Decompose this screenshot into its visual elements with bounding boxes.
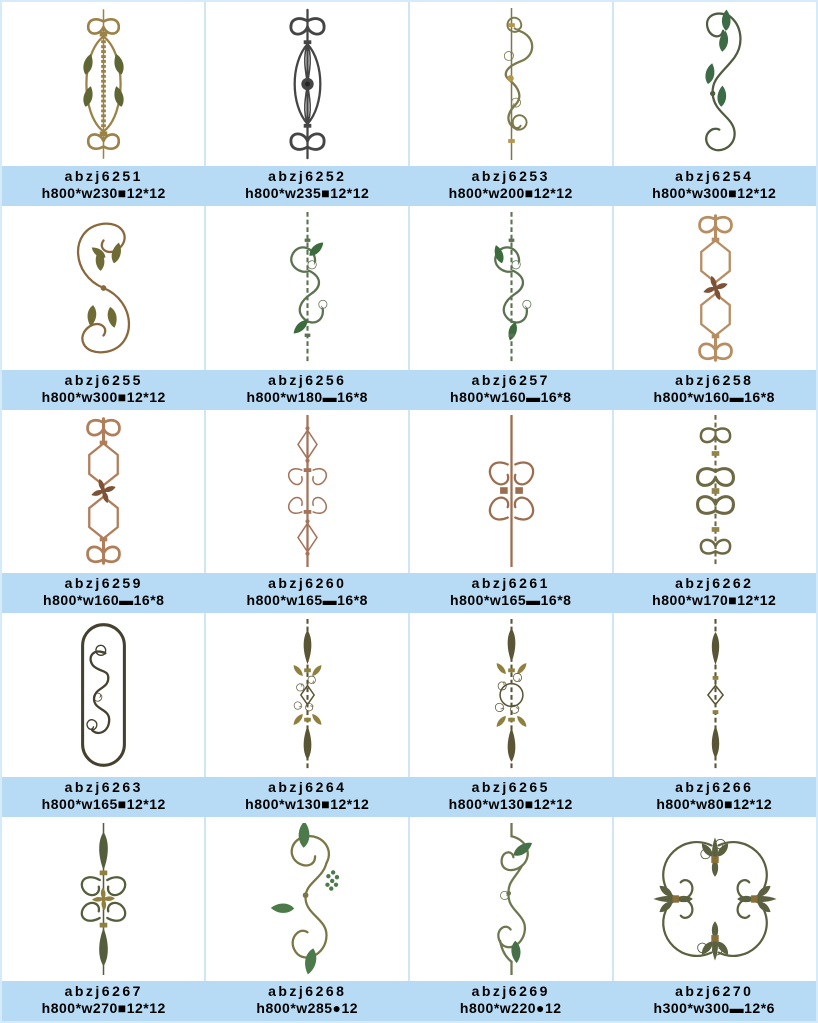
- product-spec: h800*w165▬16*8: [450, 592, 572, 609]
- catalog-row: [2, 613, 816, 817]
- product-caption: [206, 166, 410, 202]
- product-caption: [2, 981, 206, 1017]
- baluster-image-abzj6256: [260, 212, 355, 364]
- product-cell: [612, 2, 816, 166]
- product-code: abzj6262: [675, 575, 754, 592]
- product-caption: [409, 573, 613, 609]
- product-code: abzj6255: [64, 371, 143, 388]
- panel-image-abzj6270: [641, 825, 789, 973]
- catalog-row: [2, 817, 816, 1021]
- product-code: abzj6266: [675, 779, 754, 796]
- product-cell: [408, 613, 612, 777]
- spec-banner: [2, 166, 816, 206]
- product-code: abzj6254: [675, 167, 754, 184]
- product-cell: [408, 206, 612, 370]
- baluster-image-abzj6268: [260, 823, 355, 975]
- product-caption: [409, 981, 613, 1017]
- product-code: abzj6259: [64, 575, 143, 592]
- product-spec: h800*w300■12*12: [652, 184, 777, 201]
- product-spec: h800*w160▬16*8: [653, 388, 775, 405]
- product-caption: [2, 777, 206, 813]
- product-caption: [613, 777, 817, 813]
- spec-banner: [2, 370, 816, 410]
- product-spec: h800*w285●12: [256, 999, 359, 1016]
- product-cell: [204, 2, 408, 166]
- baluster-image-abzj6265: [464, 619, 559, 771]
- product-code: abzj6258: [675, 371, 754, 388]
- product-code: abzj6263: [64, 779, 143, 796]
- product-spec: h800*w300■12*12: [41, 388, 166, 405]
- product-code: abzj6257: [471, 371, 550, 388]
- product-cell: [612, 817, 816, 981]
- product-cell: [204, 206, 408, 370]
- baluster-image-abzj6263: [56, 619, 151, 771]
- product-code: abzj6270: [675, 982, 754, 999]
- product-cell: [612, 613, 816, 777]
- product-spec: h800*w160▬16*8: [450, 388, 572, 405]
- product-code: abzj6264: [268, 779, 347, 796]
- baluster-image-abzj6252: [260, 8, 355, 160]
- product-spec: h800*w80■12*12: [656, 796, 773, 813]
- product-caption: [613, 370, 817, 406]
- product-cell: [408, 2, 612, 166]
- product-cell: [612, 206, 816, 370]
- product-cell: [204, 817, 408, 981]
- product-code: abzj6260: [268, 575, 347, 592]
- product-code: abzj6267: [64, 982, 143, 999]
- baluster-image-abzj6264: [260, 619, 355, 771]
- baluster-image-abzj6255: [56, 212, 151, 364]
- baluster-image-abzj6251: [56, 8, 151, 160]
- baluster-image-abzj6262: [668, 415, 763, 567]
- product-caption: [206, 573, 410, 609]
- product-code: abzj6256: [268, 371, 347, 388]
- product-cell: [2, 206, 204, 370]
- baluster-image-abzj6266: [668, 619, 763, 771]
- product-caption: [206, 370, 410, 406]
- product-caption: [2, 573, 206, 609]
- baluster-image-abzj6258: [668, 212, 763, 364]
- product-caption: [409, 166, 613, 202]
- product-caption: [409, 777, 613, 813]
- product-code: abzj6265: [471, 779, 550, 796]
- product-caption: [206, 777, 410, 813]
- product-spec: h800*w165▬16*8: [246, 592, 368, 609]
- product-code: abzj6251: [64, 167, 143, 184]
- baluster-image-abzj6261: [464, 415, 559, 567]
- product-cell: [612, 410, 816, 574]
- baluster-image-abzj6260: [260, 415, 355, 567]
- catalog-row: [2, 206, 816, 410]
- product-code: abzj6268: [268, 982, 347, 999]
- baluster-image-abzj6253: [464, 8, 559, 160]
- baluster-image-abzj6259: [56, 415, 151, 567]
- baluster-image-abzj6257: [464, 212, 559, 364]
- product-caption: [613, 981, 817, 1017]
- product-spec: h800*w235■12*12: [245, 184, 370, 201]
- product-spec: h800*w220●12: [459, 999, 562, 1016]
- product-spec: h800*w170■12*12: [652, 592, 777, 609]
- product-cell: [2, 2, 204, 166]
- product-code: abzj6269: [471, 982, 550, 999]
- product-code: abzj6252: [268, 167, 347, 184]
- product-spec: h800*w270■12*12: [41, 999, 166, 1016]
- product-spec: h300*w300▬12*6: [653, 999, 775, 1016]
- product-code: abzj6261: [471, 575, 550, 592]
- product-spec: h800*w160▬16*8: [43, 592, 165, 609]
- product-caption: [613, 166, 817, 202]
- product-cell: [204, 613, 408, 777]
- product-cell: [408, 410, 612, 574]
- product-spec: h800*w200■12*12: [448, 184, 573, 201]
- product-cell: [2, 817, 204, 981]
- product-spec: h800*w230■12*12: [41, 184, 166, 201]
- product-cell: [2, 410, 204, 574]
- product-cell: [2, 613, 204, 777]
- product-caption: [206, 981, 410, 1017]
- product-caption: [613, 573, 817, 609]
- product-spec: h800*w130■12*12: [448, 796, 573, 813]
- product-caption: [2, 166, 206, 202]
- product-caption: [2, 370, 206, 406]
- product-cell: [408, 817, 612, 981]
- spec-banner: [2, 777, 816, 817]
- product-spec: h800*w130■12*12: [245, 796, 370, 813]
- product-spec: h800*w165■12*12: [41, 796, 166, 813]
- spec-banner: [2, 981, 816, 1021]
- catalog-row: [2, 2, 816, 206]
- baluster-image-abzj6267: [56, 823, 151, 975]
- baluster-image-abzj6269: [464, 823, 559, 975]
- catalog-row: [2, 410, 816, 614]
- baluster-image-abzj6254: [668, 8, 763, 160]
- product-code: abzj6253: [471, 167, 550, 184]
- spec-banner: [2, 573, 816, 613]
- product-cell: [204, 410, 408, 574]
- product-caption: [409, 370, 613, 406]
- product-spec: h800*w180▬16*8: [246, 388, 368, 405]
